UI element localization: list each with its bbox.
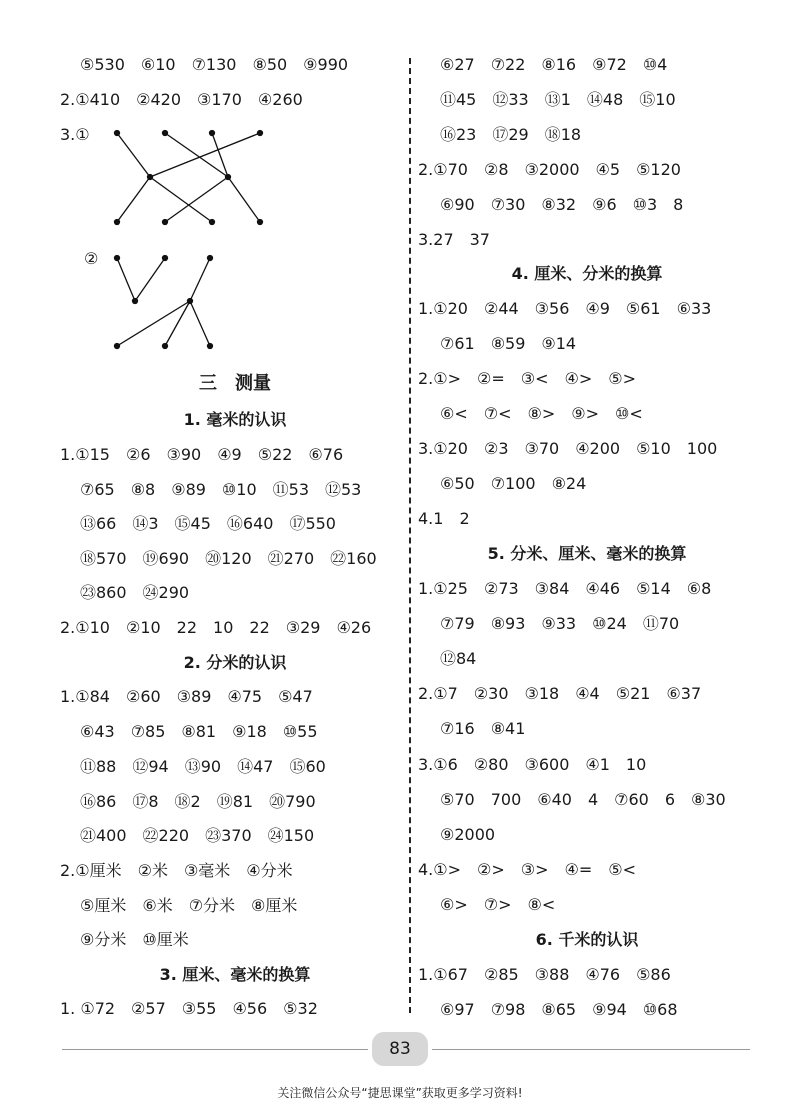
answer-line: 4.1 2 — [418, 509, 470, 528]
footer-text: 关注微信公众号“捷思课堂”获取更多学习资料! — [277, 1086, 523, 1100]
answer-line: ⑦65 ⑧8 ⑨89 ⑩10 ⑪53 ⑫53 — [80, 480, 362, 499]
answer-line: ⑥< ⑦< ⑧> ⑨> ⑩< — [440, 404, 643, 423]
subsection-title: 6. 千米的认识 — [535, 930, 639, 949]
answer-line: ⑤70 700 ⑥40 4 ⑦60 6 ⑧30 — [440, 790, 726, 809]
answer-line: 2.①70 ②8 ③2000 ④5 ⑤120 — [418, 160, 681, 179]
answer-line: ⑪45 ⑫33 ⑬1 ⑭48 ⑮10 — [440, 90, 676, 109]
footer-rule-left — [62, 1049, 368, 1050]
answer-line: ⑪88 ⑫94 ⑬90 ⑭47 ⑮60 — [80, 757, 326, 776]
answer-line: ② — [84, 249, 99, 268]
answer-line: 1.①84 ②60 ③89 ④75 ⑤47 — [60, 687, 313, 706]
answer-line: ⑥97 ⑦98 ⑧65 ⑨94 ⑩68 — [440, 1000, 678, 1019]
answer-line: ⑬66 ⑭3 ⑮45 ⑯640 ⑰550 — [80, 514, 336, 533]
answer-line: 1.①20 ②44 ③56 ④9 ⑤61 ⑥33 — [418, 299, 712, 318]
answer-line: ⑥> ⑦> ⑧< — [440, 895, 556, 914]
answer-line: 3.①6 ②80 ③600 ④1 10 — [418, 755, 647, 774]
answer-line: ⑦61 ⑧59 ⑨14 — [440, 334, 577, 353]
answer-line: ⑤厘米 ⑥米 ⑦分米 ⑧厘米 — [80, 896, 298, 915]
answer-line: 1. ①72 ②57 ③55 ④56 ⑤32 — [60, 999, 318, 1018]
section-title: 三 测量 — [199, 373, 271, 394]
answer-line: 3.①20 ②3 ③70 ④200 ⑤10 100 — [418, 439, 718, 458]
answer-line: 1.①67 ②85 ③88 ④76 ⑤86 — [418, 965, 671, 984]
subsection-title: 1. 毫米的认识 — [183, 410, 287, 429]
answer-line: 2.①厘米 ②米 ③毫米 ④分米 — [60, 861, 293, 880]
answer-line: 4.①> ②> ③> ④= ⑤< — [418, 860, 637, 879]
answer-line: ⑨2000 — [440, 825, 496, 844]
answer-line: ⑥50 ⑦100 ⑧24 — [440, 474, 587, 493]
answer-line: 2.①410 ②420 ③170 ④260 — [60, 90, 303, 109]
subsection-title: 4. 厘米、分米的换算 — [511, 264, 663, 283]
column-divider — [409, 58, 411, 1013]
answer-line: ⑯23 ⑰29 ⑱18 — [440, 125, 582, 144]
answer-line: ㉑400 ㉒220 ㉓370 ㉔150 — [80, 826, 315, 845]
subsection-title: 5. 分米、厘米、毫米的换算 — [487, 544, 687, 563]
subsection-title: 2. 分米的认识 — [183, 653, 287, 672]
answer-line: 3.27 37 — [418, 230, 490, 249]
footer-rule-right — [432, 1049, 750, 1050]
answer-line: ⑦79 ⑧93 ⑨33 ⑩24 ⑪70 — [440, 614, 680, 633]
answer-line: ⑤530 ⑥10 ⑦130 ⑧50 ⑨990 — [80, 55, 349, 74]
answer-line: ⑱570 ⑲690 ⑳120 ㉑270 ㉒160 — [80, 549, 377, 568]
answer-line: ⑥43 ⑦85 ⑧81 ⑨18 ⑩55 — [80, 722, 318, 741]
answer-line: 2.①7 ②30 ③18 ④4 ⑤21 ⑥37 — [418, 684, 702, 703]
answer-line: ⑫84 — [440, 649, 477, 668]
answer-line: 2.①> ②= ③< ④> ⑤> — [418, 369, 637, 388]
answer-line: 1.①15 ②6 ③90 ④9 ⑤22 ⑥76 — [60, 445, 344, 464]
answer-line: ⑥90 ⑦30 ⑧32 ⑨6 ⑩3 8 — [440, 195, 684, 214]
answer-line: 1.①25 ②73 ③84 ④46 ⑤14 ⑥8 — [418, 579, 712, 598]
page-number: 83 — [372, 1032, 428, 1066]
answer-line: 2.①10 ②10 22 10 22 ③29 ④26 — [60, 618, 372, 637]
answer-line: ㉓860 ㉔290 — [80, 583, 190, 602]
answer-line: ⑥27 ⑦22 ⑧16 ⑨72 ⑩4 — [440, 55, 668, 74]
answer-line: ⑯86 ⑰8 ⑱2 ⑲81 ⑳790 — [80, 792, 316, 811]
answer-line: ⑦16 ⑧41 — [440, 719, 526, 738]
subsection-title: 3. 厘米、毫米的换算 — [159, 965, 311, 984]
answer-line: ⑨分米 ⑩厘米 — [80, 930, 189, 949]
answer-line: 3.① — [60, 125, 90, 144]
